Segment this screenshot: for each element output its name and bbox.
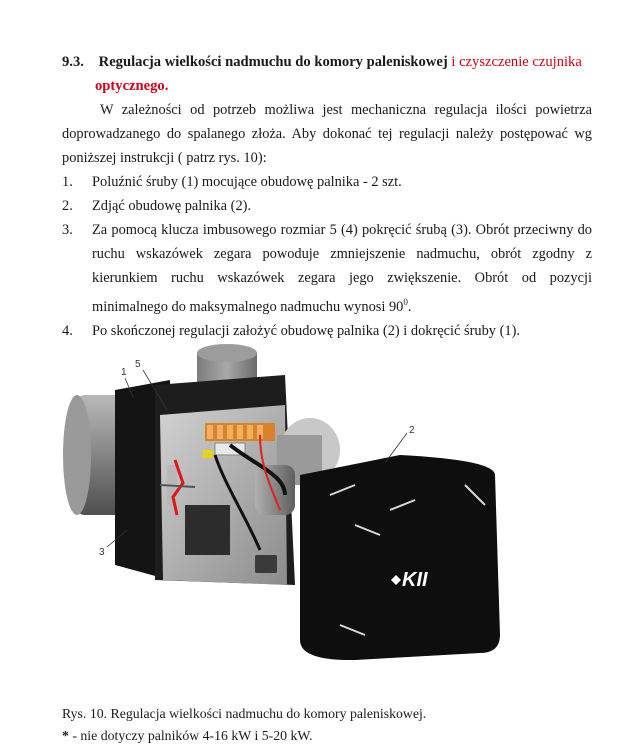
- controller-box: [185, 505, 230, 555]
- list-text: Za pomocą klucza imbusowego rozmiar 5 (4) pokręcić śrubą (3). Obrót przeciwny do ruchu wskazówek zegara powoduje zmniejszenie nadmuchu, obrót zgodny z kierunkiem ruchu wskazówek zegara jego zwiększenie. Obrót od pozycji minimalnego do maksymalnego nadmuchu wynosi 90: [92, 222, 592, 315]
- intro-paragraph: [62, 98, 592, 170]
- list-text-end: .: [407, 298, 412, 315]
- section-heading: [62, 50, 592, 98]
- footnote-text: - nie dotyczy palników 4-16 kW i 5-20 kW.: [68, 728, 313, 743]
- figure-caption: Rys. 10. Regulacja wielkości nadmuchu do komory paleniskowej.: [62, 706, 427, 721]
- degree-superscript: 0: [403, 297, 408, 307]
- list-item: [62, 170, 592, 194]
- callout-2: 2: [409, 425, 415, 436]
- list-text: Po skończonej regulacji założyć obudowę palnika (2) i dokręcić śruby (1).: [92, 322, 520, 339]
- list-text: Poluźnić śruby (1) mocujące obudowę palnika - 2 szt.: [92, 174, 402, 190]
- section-title-red: i czyszczenie czujnika: [451, 54, 582, 70]
- yellow-connector: [203, 450, 213, 458]
- callout-1: 1: [121, 367, 127, 378]
- power-plug: [255, 555, 277, 573]
- intro-text: W zależności od potrzeb możliwa jest mechaniczna regulacja ilości powietrza doprowadzanego do spalanego złoża. Aby dokonać tej regulacji należy postępować wg poniższej instrukcji ( patrz rys. 10):: [62, 102, 592, 166]
- list-number: 3.: [62, 222, 73, 238]
- brand-logo: KII: [402, 569, 428, 591]
- callout-3: 3: [99, 547, 105, 558]
- callout-5: 5: [135, 359, 141, 370]
- burner-figure: [55, 335, 575, 675]
- footnote-star: *: [62, 728, 69, 743]
- section-title-red-cont: optycznego.: [95, 78, 169, 94]
- list-number: 4.: [62, 322, 73, 339]
- instruction-list: [62, 170, 592, 343]
- section-number: 9.3.: [62, 54, 84, 70]
- list-number: 2.: [62, 198, 73, 214]
- footnote: [62, 728, 313, 744]
- list-text: Zdjąć obudowę palnika (2).: [92, 198, 252, 214]
- list-number: 1.: [62, 174, 73, 190]
- burner-cover: [300, 455, 500, 660]
- list-item: [62, 194, 592, 218]
- terminal-block: [205, 423, 275, 441]
- list-item: [62, 218, 592, 319]
- section-title: Regulacja wielkości nadmuchu do komory paleniskowej: [98, 54, 448, 70]
